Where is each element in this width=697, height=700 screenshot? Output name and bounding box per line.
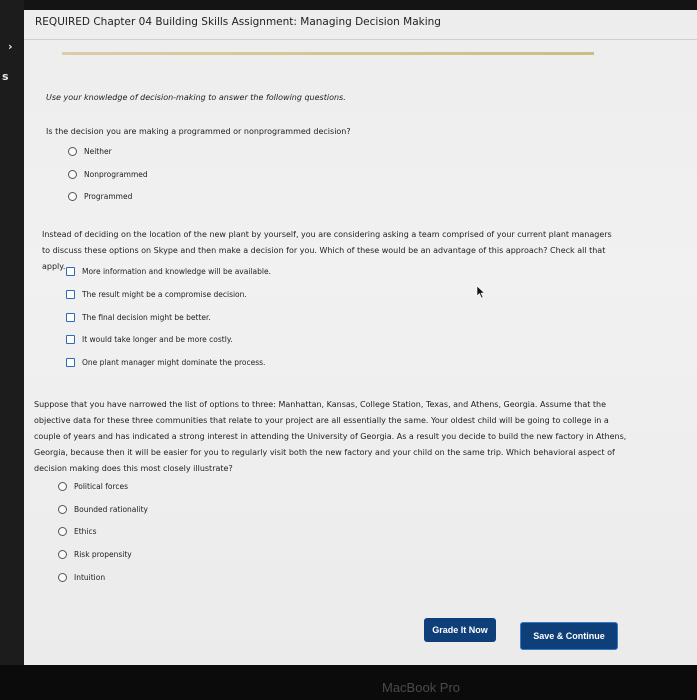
q3-option-political-forces[interactable]: [58, 482, 128, 491]
option-label: Ethics: [74, 527, 97, 536]
option-label: More information and knowledge will be available.: [82, 267, 271, 276]
checkbox[interactable]: [66, 335, 75, 344]
checkbox[interactable]: [66, 358, 75, 367]
instructions-text: Use your knowledge of decision-making to answer the following questions.: [46, 93, 346, 102]
option-label: One plant manager might dominate the process.: [82, 358, 266, 367]
left-sidebar-strip: [0, 0, 24, 665]
sidebar-letter: s: [2, 70, 9, 83]
q2-option-longer-costly[interactable]: [66, 335, 233, 344]
q1-option-neither[interactable]: [68, 147, 112, 156]
option-label: Bounded rationality: [74, 505, 148, 514]
option-label: Nonprogrammed: [84, 170, 148, 179]
option-label: The final decision might be better.: [82, 313, 211, 322]
q2-option-more-information[interactable]: [66, 267, 271, 276]
checkbox[interactable]: [66, 290, 75, 299]
radio-button[interactable]: [58, 482, 67, 491]
assignment-page: [24, 10, 697, 665]
radio-button[interactable]: [58, 573, 67, 582]
checkbox[interactable]: [66, 267, 75, 276]
q2-option-compromise[interactable]: [66, 290, 247, 299]
option-label: Political forces: [74, 482, 129, 491]
radio-button[interactable]: [58, 550, 67, 559]
chevron-right-icon[interactable]: ›: [8, 40, 13, 53]
bezel-brand-label: MacBook Pro: [382, 680, 461, 695]
q1-option-programmed[interactable]: [68, 192, 132, 201]
radio-button[interactable]: [68, 192, 77, 201]
q3-option-ethics[interactable]: [58, 527, 97, 536]
radio-button[interactable]: [58, 505, 67, 514]
q3-option-intuition[interactable]: [58, 573, 105, 582]
option-label: It would take longer and be more costly.: [82, 335, 233, 344]
accent-bar: [62, 52, 594, 55]
option-label: Programmed: [84, 192, 133, 201]
radio-button[interactable]: [68, 170, 77, 179]
q3-option-risk-propensity[interactable]: [58, 550, 132, 559]
mouse-cursor-icon: [476, 285, 486, 299]
q1-option-nonprogrammed[interactable]: [68, 170, 148, 179]
laptop-bezel: [0, 665, 697, 700]
grade-it-now-button[interactable]: Grade It Now: [424, 618, 496, 642]
save-continue-button[interactable]: Save & Continue: [520, 622, 618, 650]
page-title: REQUIRED Chapter 04 Building Skills Assignment: Managing Decision Making: [35, 16, 441, 28]
q2-option-dominate[interactable]: [66, 358, 265, 367]
radio-button[interactable]: [68, 147, 77, 156]
header-divider: [24, 39, 697, 40]
q2-option-better-decision[interactable]: [66, 313, 211, 322]
question-3-prompt: Suppose that you have narrowed the list of options to three: Manhattan, Kansas, College Station, Texas, and Athens, Georgia. Assume that the objective data for these three communities that relate to your project are all essentially the same. Your oldest child will be going to college in a couple of years and has indicated a strong interest in attending the University of Georgia. As a result you decide to build the new factory in Athens, Georgia, because then it will be easier for you to regularly visit both the new factory and your child on the same trip. Which behavioral aspect of decision making does this most closely illustrate?: [34, 400, 627, 473]
radio-button[interactable]: [58, 527, 67, 536]
checkbox[interactable]: [66, 313, 75, 322]
option-label: The result might be a compromise decision.: [82, 290, 247, 299]
option-label: Intuition: [74, 573, 106, 582]
question-2-prompt: Instead of deciding on the location of the new plant by yourself, you are considering asking a team comprised of your current plant managers to discuss these options on Skype and then make a decision for you. Which of these would be an advantage of this approach? Check all that apply.: [42, 230, 612, 271]
question-1-prompt: Is the decision you are making a programmed or nonprogrammed decision?: [46, 127, 351, 136]
q3-option-bounded-rationality[interactable]: [58, 505, 148, 514]
option-label: Risk propensity: [74, 550, 132, 559]
option-label: Neither: [84, 147, 112, 156]
